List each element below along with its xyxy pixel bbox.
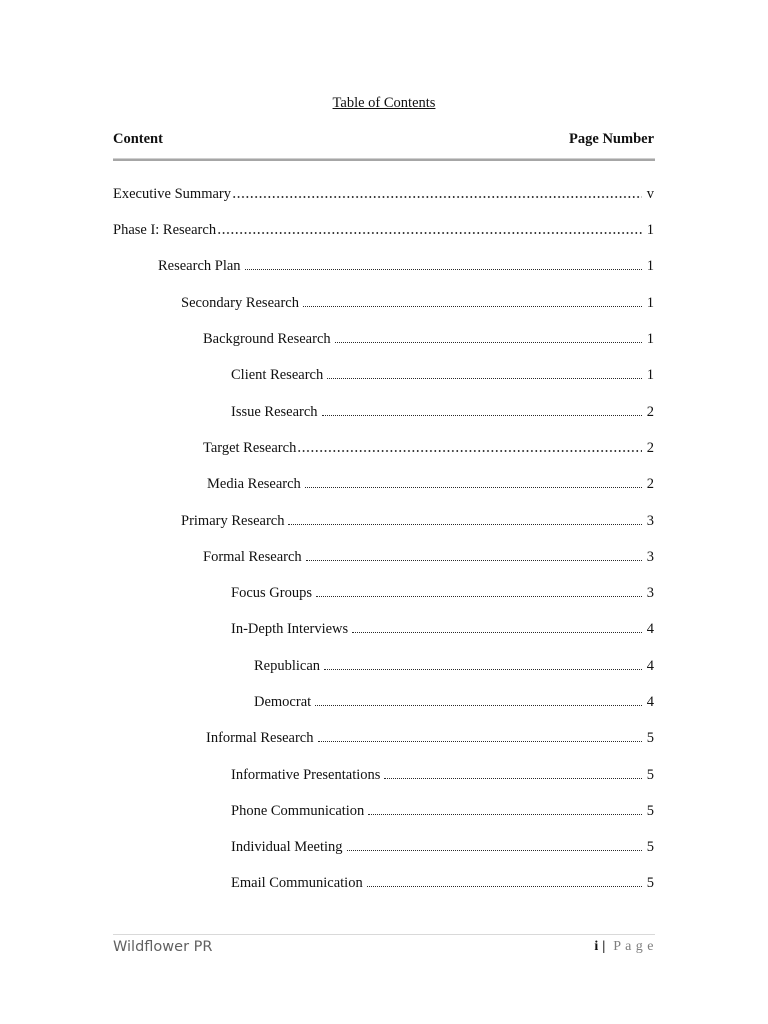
toc-page-number: 2 bbox=[646, 403, 654, 420]
toc-entry-email-communication bbox=[0, 865, 654, 901]
toc-page-number: 5 bbox=[646, 766, 654, 783]
footer-page-label: P a g e bbox=[613, 939, 654, 954]
toc-entry-title: Republican bbox=[254, 657, 321, 674]
toc-entry-title: Individual Meeting bbox=[231, 839, 343, 856]
toc-page-number: 4 bbox=[646, 694, 654, 710]
dot-leader bbox=[245, 268, 642, 270]
toc-page-number: 2 bbox=[646, 476, 654, 493]
toc-entry-research-plan bbox=[0, 248, 654, 284]
toc-page-number: 2 bbox=[646, 439, 654, 456]
dot-leader bbox=[318, 740, 642, 742]
toc-entry-title: Issue Research bbox=[231, 403, 318, 420]
toc-header-row bbox=[113, 130, 654, 148]
dot-leader bbox=[368, 813, 641, 815]
dot-leader bbox=[303, 305, 642, 307]
toc-page-number: 3 bbox=[646, 548, 654, 565]
content-column-label: Content bbox=[113, 131, 163, 147]
dot-leader bbox=[217, 232, 642, 234]
toc-entry-title: Formal Research bbox=[203, 548, 302, 565]
dot-leader bbox=[232, 196, 642, 198]
dot-leader bbox=[384, 777, 641, 779]
toc-entry-title: Executive Summary bbox=[113, 185, 231, 202]
toc-page-number: 5 bbox=[646, 839, 654, 856]
dot-leader bbox=[306, 559, 642, 561]
toc-entry-phone-communication bbox=[0, 793, 654, 829]
toc-entry-title: Phone Communication bbox=[231, 802, 365, 819]
toc-entry-executive-summary bbox=[0, 176, 654, 212]
dot-leader bbox=[316, 595, 642, 597]
dot-leader bbox=[324, 668, 642, 670]
toc-entry-background-research bbox=[0, 321, 654, 357]
toc-entry-republican bbox=[0, 648, 654, 684]
toc-page-number: 1 bbox=[646, 331, 654, 348]
toc-entry-informal-research bbox=[0, 720, 654, 756]
toc-entry-title: Email Communication bbox=[231, 875, 363, 892]
dot-leader bbox=[322, 414, 642, 416]
header-divider bbox=[113, 158, 655, 161]
toc-entry-issue-research bbox=[0, 394, 654, 430]
toc-page-number: 3 bbox=[646, 512, 654, 529]
toc-page-number: 1 bbox=[646, 367, 654, 384]
toc-list bbox=[0, 176, 654, 902]
toc-entry-informative-presentations bbox=[0, 757, 654, 793]
toc-entry-title: Democrat bbox=[254, 694, 312, 710]
toc-entry-formal-research bbox=[0, 539, 654, 575]
toc-entry-title: Focus Groups bbox=[231, 585, 312, 602]
footer-separator: | bbox=[602, 939, 606, 954]
dot-leader bbox=[347, 849, 642, 851]
toc-entry-title: Informative Presentations bbox=[231, 766, 381, 783]
toc-entry-title: Client Research bbox=[231, 367, 324, 384]
footer-brand: Wildflower PR bbox=[113, 939, 213, 955]
toc-entry-title: Informal Research bbox=[206, 730, 314, 747]
footer-divider bbox=[113, 934, 655, 935]
toc-page-number: 1 bbox=[646, 294, 654, 311]
dot-leader bbox=[297, 450, 641, 452]
footer-page-number: i bbox=[594, 939, 599, 954]
toc-entry-individual-meeting bbox=[0, 829, 654, 865]
toc-page-number: 5 bbox=[646, 802, 654, 819]
toc-entry-democrat bbox=[0, 684, 654, 720]
toc-entry-title: Target Research bbox=[203, 439, 297, 456]
dot-leader bbox=[305, 486, 642, 488]
toc-entry-secondary-research bbox=[0, 285, 654, 321]
toc-page-number: 3 bbox=[646, 585, 654, 602]
toc-entry-title: Phase I: Research bbox=[113, 222, 217, 239]
toc-entry-focus-groups bbox=[0, 575, 654, 611]
toc-entry-primary-research bbox=[0, 503, 654, 539]
toc-entry-title: In-Depth Interviews bbox=[231, 621, 349, 638]
toc-page-number: 1 bbox=[646, 222, 654, 239]
toc-entry-title: Research Plan bbox=[158, 258, 241, 275]
toc-entry-title: Secondary Research bbox=[181, 294, 299, 311]
toc-page-number: 5 bbox=[646, 875, 654, 892]
toc-page-number: 4 bbox=[646, 657, 654, 674]
dot-leader bbox=[335, 341, 642, 343]
toc-entry-title: Background Research bbox=[203, 331, 331, 348]
toc-entry-client-research bbox=[0, 357, 654, 393]
footer-page-indicator bbox=[594, 938, 654, 956]
dot-leader bbox=[315, 704, 642, 706]
toc-entry-title: Media Research bbox=[207, 476, 301, 493]
toc-entry-title: Primary Research bbox=[181, 512, 285, 529]
dot-leader bbox=[327, 377, 642, 379]
toc-entry-in-depth-interviews bbox=[0, 611, 654, 647]
toc-page-number: v bbox=[646, 185, 654, 202]
toc-page-number: 5 bbox=[646, 730, 654, 747]
dot-leader bbox=[352, 631, 642, 633]
dot-leader bbox=[367, 885, 642, 887]
toc-entry-target-research bbox=[0, 430, 654, 466]
toc-entry-phase-i-research bbox=[0, 212, 654, 248]
toc-page-number: 1 bbox=[646, 258, 654, 275]
dot-leader bbox=[288, 523, 641, 525]
toc-entry-media-research bbox=[0, 466, 654, 502]
page-number-column-label: Page Number bbox=[569, 131, 654, 147]
toc-page-number: 4 bbox=[646, 621, 654, 638]
toc-title: Table of Contents bbox=[332, 95, 436, 111]
